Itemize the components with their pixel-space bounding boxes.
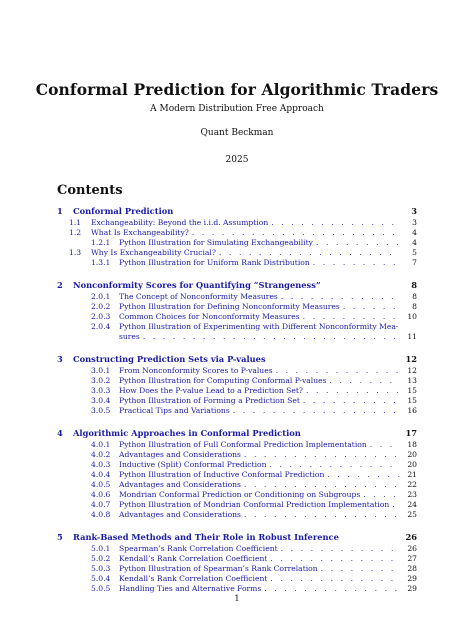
document-title: Conformal Prediction for Algorithmic Traders bbox=[35, 80, 439, 99]
toc-entry-4-0-8[interactable] bbox=[57, 510, 417, 520]
toc-entry-1-3-1[interactable] bbox=[57, 258, 417, 268]
toc-leader bbox=[269, 460, 400, 469]
toc-entry-2-0-4-continued[interactable] bbox=[57, 332, 417, 342]
toc-entry-5-0-1[interactable] bbox=[57, 544, 417, 554]
toc-entry-4-0-5[interactable] bbox=[57, 480, 417, 490]
toc-number: 2.0.1 bbox=[91, 292, 111, 301]
toc-label: Kendall’s Rank Correlation Coefficient bbox=[119, 574, 268, 583]
toc-page: 8 bbox=[412, 292, 417, 301]
toc-page: 25 bbox=[407, 510, 417, 519]
toc-entry-5-0-3[interactable] bbox=[57, 564, 417, 574]
toc-label: Python Illustration of Spearman’s Rank Correlation bbox=[119, 564, 318, 573]
toc-page: 26 bbox=[405, 532, 417, 542]
toc-number: 3.0.3 bbox=[91, 386, 111, 395]
toc-page: 17 bbox=[405, 428, 417, 438]
toc-page: 16 bbox=[407, 406, 417, 415]
toc-page: 23 bbox=[407, 490, 417, 499]
toc-label: Mondrian Conformal Prediction or Conditioning on Subgroups bbox=[119, 490, 361, 499]
toc-entry-5-0-2[interactable] bbox=[57, 554, 417, 564]
toc-page: 11 bbox=[407, 332, 417, 341]
page-number: 1 bbox=[234, 594, 240, 604]
toc-leader bbox=[343, 302, 400, 311]
toc-leader bbox=[392, 500, 400, 509]
toc-section-2[interactable] bbox=[57, 280, 417, 292]
toc-entry-3-0-2[interactable] bbox=[57, 376, 417, 386]
toc-entry-4-0-7[interactable] bbox=[57, 500, 417, 510]
toc-leader bbox=[143, 332, 400, 341]
toc-label: From Nonconformity Scores to P-values bbox=[119, 366, 273, 375]
toc-page: 15 bbox=[407, 396, 417, 405]
table-of-contents bbox=[57, 206, 417, 594]
toc-label: Common Choices for Nonconformity Measures bbox=[119, 312, 300, 321]
toc-page: 28 bbox=[407, 564, 417, 573]
toc-entry-4-0-6[interactable] bbox=[57, 490, 417, 500]
toc-page: 29 bbox=[407, 574, 417, 583]
toc-number: 3.0.4 bbox=[91, 396, 111, 405]
toc-page: 22 bbox=[407, 480, 417, 489]
toc-label: What Is Exchangeability? bbox=[91, 228, 189, 237]
toc-page: 8 bbox=[412, 302, 417, 311]
toc-entry-4-0-2[interactable] bbox=[57, 450, 417, 460]
toc-page: 5 bbox=[412, 248, 417, 257]
toc-label: Conformal Prediction bbox=[73, 206, 174, 216]
toc-leader bbox=[276, 366, 400, 375]
toc-number: 4.0.8 bbox=[91, 510, 111, 519]
toc-page: 21 bbox=[407, 470, 417, 479]
toc-leader bbox=[219, 248, 400, 257]
contents-heading: Contents bbox=[57, 183, 123, 198]
toc-section-4[interactable] bbox=[57, 428, 417, 440]
toc-label: Constructing Prediction Sets via P-values bbox=[73, 354, 266, 364]
toc-entry-3-0-1[interactable] bbox=[57, 366, 417, 376]
toc-number: 1.1 bbox=[69, 218, 82, 227]
toc-page: 29 bbox=[407, 584, 417, 593]
toc-page: 24 bbox=[407, 500, 417, 509]
toc-entry-3-0-4[interactable] bbox=[57, 396, 417, 406]
toc-leader bbox=[316, 238, 400, 247]
toc-label: Python Illustration of Inductive Conformal Prediction bbox=[119, 470, 325, 479]
toc-label: Python Illustration for Computing Conformal P-values bbox=[119, 376, 327, 385]
toc-page: 12 bbox=[407, 366, 417, 375]
toc-leader bbox=[264, 584, 400, 593]
toc-page: 7 bbox=[412, 258, 417, 267]
toc-label: Exchangeability: Beyond the i.i.d. Assumption bbox=[91, 218, 269, 227]
toc-page: 3 bbox=[412, 218, 417, 227]
toc-page: 8 bbox=[411, 280, 417, 290]
toc-entry-2-0-4[interactable] bbox=[57, 322, 417, 332]
toc-label: Python Illustration of Experimenting with Different Nonconformity Mea- bbox=[119, 322, 399, 331]
toc-label: Python Illustration of Forming a Prediction Set bbox=[119, 396, 300, 405]
toc-page: 20 bbox=[407, 460, 417, 469]
toc-leader bbox=[233, 406, 400, 415]
toc-number: 4.0.2 bbox=[91, 450, 111, 459]
toc-entry-4-0-1[interactable] bbox=[57, 440, 417, 450]
toc-page: 3 bbox=[411, 206, 417, 216]
toc-entry-2-0-1[interactable] bbox=[57, 292, 417, 302]
toc-page: 10 bbox=[407, 312, 417, 321]
toc-label: Python Illustration for Simulating Exchangeability bbox=[119, 238, 313, 247]
toc-number: 3.0.5 bbox=[91, 406, 111, 415]
toc-leader bbox=[327, 470, 400, 479]
toc-entry-5-0-4[interactable] bbox=[57, 574, 417, 584]
toc-section-3[interactable] bbox=[57, 354, 417, 366]
toc-leader bbox=[244, 510, 400, 519]
toc-entry-1-2-1[interactable] bbox=[57, 238, 417, 248]
toc-label: Rank-Based Methods and Their Role in Robust Inference bbox=[73, 532, 339, 542]
toc-section-1[interactable] bbox=[57, 206, 417, 218]
toc-number: 5.0.4 bbox=[91, 574, 111, 583]
toc-label: Handling Ties and Alternative Forms bbox=[119, 584, 262, 593]
toc-number: 5.0.3 bbox=[91, 564, 111, 573]
toc-entry-2-0-3[interactable] bbox=[57, 312, 417, 322]
toc-number: 4.0.4 bbox=[91, 470, 111, 479]
toc-leader bbox=[321, 564, 400, 573]
toc-entry-4-0-3[interactable] bbox=[57, 460, 417, 470]
toc-page: 4 bbox=[412, 238, 417, 247]
toc-label: Python Illustration of Full Conformal Prediction Implementation bbox=[119, 440, 367, 449]
toc-page: 15 bbox=[407, 386, 417, 395]
toc-label: Python Illustration for Defining Nonconformity Measures bbox=[119, 302, 340, 311]
toc-number: 1.2.1 bbox=[91, 238, 111, 247]
toc-label: Advantages and Considerations bbox=[119, 450, 241, 459]
toc-leader bbox=[281, 544, 400, 553]
toc-number: 2 bbox=[57, 280, 63, 290]
toc-number: 3.0.1 bbox=[91, 366, 111, 375]
toc-page: 4 bbox=[412, 228, 417, 237]
toc-label: Practical Tips and Variations bbox=[119, 406, 230, 415]
toc-label: Nonconformity Scores for Quantifying “Strangeness” bbox=[73, 280, 321, 290]
toc-entry-1-3[interactable] bbox=[57, 248, 417, 258]
toc-label: Advantages and Considerations bbox=[119, 510, 241, 519]
toc-page: 18 bbox=[407, 440, 417, 449]
toc-leader bbox=[271, 218, 400, 227]
toc-label: Kendall’s Rank Correlation Coefficient bbox=[119, 554, 268, 563]
toc-label-continued: sures bbox=[119, 332, 140, 341]
toc-label: Inductive (Split) Conformal Prediction bbox=[119, 460, 267, 469]
toc-leader bbox=[363, 490, 400, 499]
toc-entry-4-0-4[interactable] bbox=[57, 470, 417, 480]
document-year: 2025 bbox=[225, 155, 249, 165]
toc-number: 4.0.5 bbox=[91, 480, 111, 489]
toc-leader bbox=[329, 376, 400, 385]
toc-page: 12 bbox=[405, 354, 417, 364]
toc-page: 26 bbox=[407, 544, 417, 553]
toc-entry-2-0-2[interactable] bbox=[57, 302, 417, 312]
toc-label: Python Illustration for Uniform Rank Distribution bbox=[119, 258, 310, 267]
toc-number: 3 bbox=[57, 354, 63, 364]
document-subtitle: A Modern Distribution Free Approach bbox=[150, 104, 324, 114]
toc-label: How Does the P-value Lead to a Prediction Set? bbox=[119, 386, 303, 395]
toc-entry-3-0-5[interactable] bbox=[57, 406, 417, 416]
toc-number: 2.0.2 bbox=[91, 302, 111, 311]
toc-page: 13 bbox=[407, 376, 417, 385]
toc-entry-3-0-3[interactable] bbox=[57, 386, 417, 396]
toc-number: 2.0.3 bbox=[91, 312, 111, 321]
toc-number: 1.2 bbox=[69, 228, 82, 237]
toc-number: 5.0.5 bbox=[91, 584, 111, 593]
toc-leader bbox=[306, 386, 400, 395]
toc-number: 5.0.2 bbox=[91, 554, 111, 563]
toc-number: 3.0.2 bbox=[91, 376, 111, 385]
toc-label: Algorithmic Approaches in Conformal Prediction bbox=[73, 428, 301, 438]
toc-leader bbox=[192, 228, 400, 237]
toc-leader bbox=[303, 312, 400, 321]
toc-leader bbox=[244, 450, 400, 459]
toc-number: 4.0.3 bbox=[91, 460, 111, 469]
toc-number: 5.0.1 bbox=[91, 544, 111, 553]
toc-number: 4.0.7 bbox=[91, 500, 111, 509]
toc-number: 4.0.6 bbox=[91, 490, 111, 499]
toc-number: 2.0.4 bbox=[91, 322, 111, 331]
document-author: Quant Beckman bbox=[200, 128, 274, 138]
toc-number: 5 bbox=[57, 532, 63, 542]
toc-entry-1-1[interactable] bbox=[57, 218, 417, 228]
toc-entry-1-2[interactable] bbox=[57, 228, 417, 238]
toc-label: Advantages and Considerations bbox=[119, 480, 241, 489]
toc-leader bbox=[370, 440, 400, 449]
toc-leader bbox=[270, 574, 400, 583]
toc-label: Spearman’s Rank Correlation Coefficient bbox=[119, 544, 278, 553]
toc-label: The Concept of Nonconformity Measures bbox=[119, 292, 278, 301]
toc-number: 1.3 bbox=[69, 248, 82, 257]
toc-label: Why Is Exchangeability Crucial? bbox=[91, 248, 216, 257]
toc-leader bbox=[303, 396, 400, 405]
toc-section-5[interactable] bbox=[57, 532, 417, 544]
toc-number: 4.0.1 bbox=[91, 440, 111, 449]
toc-leader bbox=[270, 554, 400, 563]
toc-leader bbox=[313, 258, 400, 267]
toc-leader bbox=[244, 480, 400, 489]
toc-page: 27 bbox=[407, 554, 417, 563]
toc-entry-5-0-5[interactable] bbox=[57, 584, 417, 594]
toc-page: 20 bbox=[407, 450, 417, 459]
toc-number: 4 bbox=[57, 428, 63, 438]
toc-label: Python Illustration of Mondrian Conformal Prediction Implementation bbox=[119, 500, 390, 509]
toc-leader bbox=[281, 292, 400, 301]
toc-number: 1 bbox=[57, 206, 63, 216]
toc-number: 1.3.1 bbox=[91, 258, 111, 267]
